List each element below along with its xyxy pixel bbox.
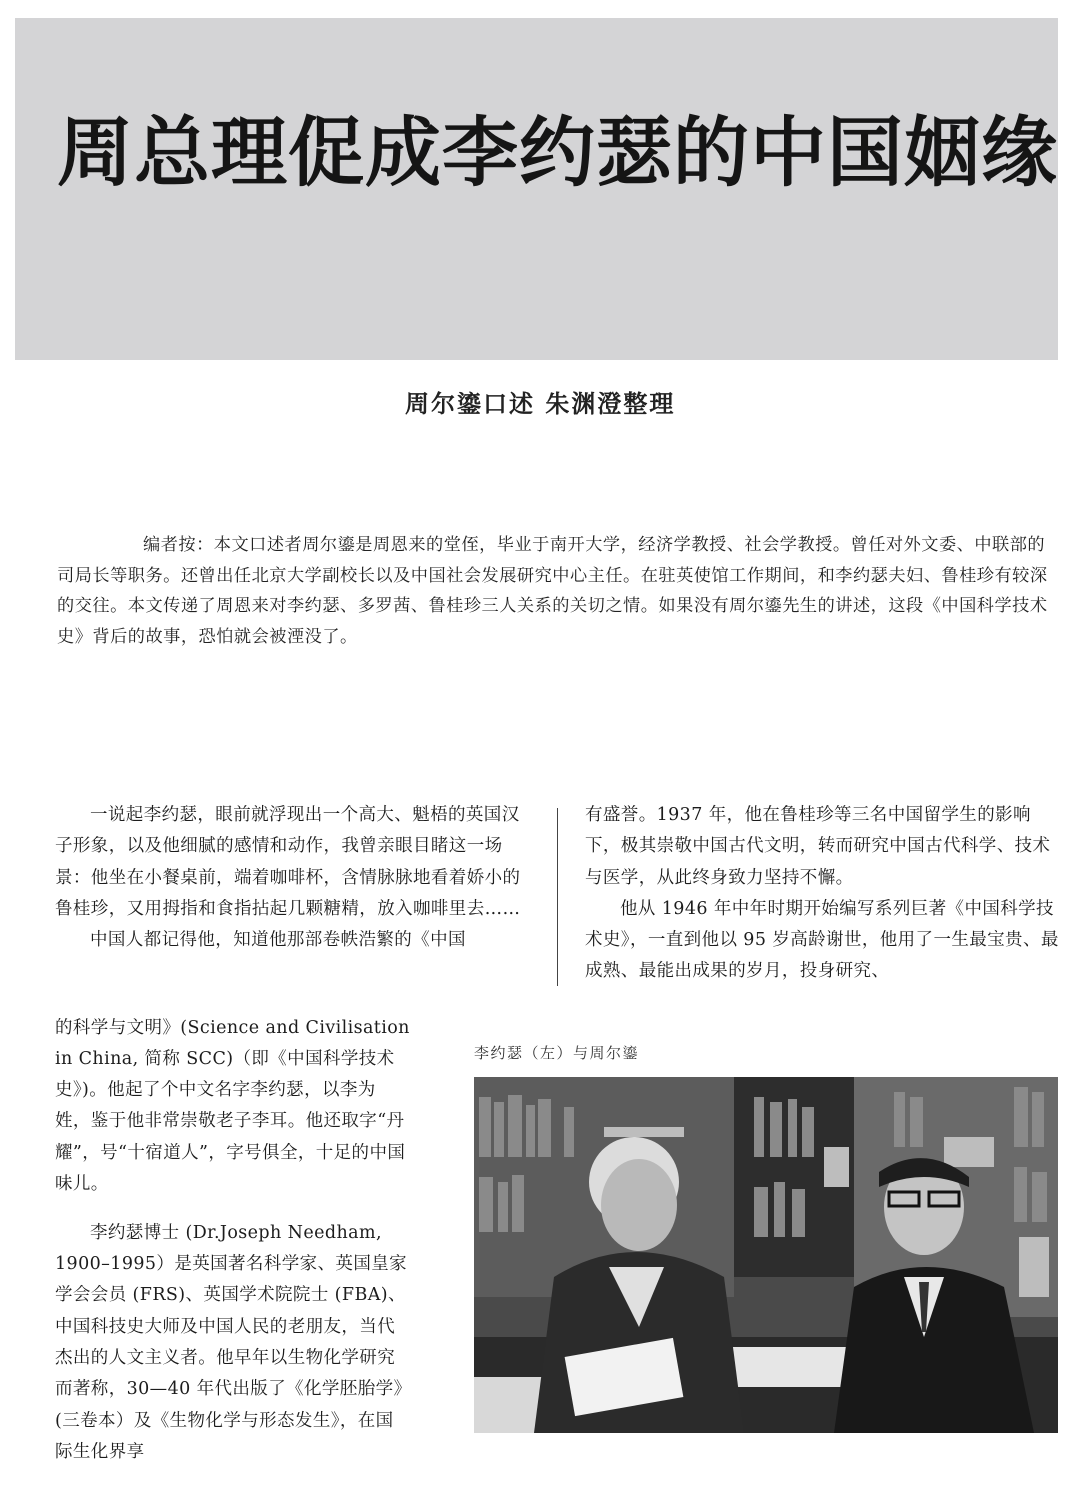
editor-note-text: 编者按：本文口述者周尔鎏是周恩来的堂侄，毕业于南开大学，经济学教授、社会学教授。曾任对外文委、中联部的司局长等职务。还曾出任北京大学副校长以及中国社会发展研究中心主任。在驻英使馆工作期间，和李约瑟夫妇、鲁桂珍有较深的交往。本文传递了周恩来对李约瑟、多罗茜、鲁桂珍三人关系的关切之情。如果没有周尔鎏先生的讲述，这段《中国科学技术史》背后的故事，恐怕就会被湮没了。 — [57, 535, 1048, 647]
article-title: 周总理促成李约瑟的中国姻缘 — [57, 108, 1058, 197]
body-column-right — [585, 800, 1063, 988]
column-divider — [557, 808, 558, 986]
photo-needham-and-zhou — [474, 1077, 1058, 1433]
paragraph: 中国人都记得他，知道他那部卷帙浩繁的《中国 — [90, 930, 466, 951]
paragraph: 一说起李约瑟，眼前就浮现出一个高大、魁梧的英国汉子形象，以及他细腻的感情和动作，我曾亲眼目睹这一场景：他坐在小餐桌前，端着咖啡杯，含情脉脉地看着娇小的鲁桂珍，又用拇指和食指拈起几颗糖精，放入咖啡里去…… — [55, 805, 521, 919]
body-column-left-top — [55, 800, 530, 956]
editor-note — [57, 530, 1062, 652]
photo-image — [474, 1077, 1058, 1433]
paragraph: 李约瑟博士 (Dr.Joseph Needham, 1900–1995）是英国著名科学家、英国皇家学会会员 (FRS)、英国学术院院士 (FBA)、中国科技史大师及中国人民的老朋友，当代杰出的人文主义者。他早年以生物化学研究而著称，30—40 年代出版了《化学胚胎学》(三卷本）及《生物化学与形态发生》，在国际生化界享 — [55, 1222, 408, 1462]
photo-caption: 李约瑟（左）与周尔鎏 — [474, 1044, 640, 1062]
body-column-left-bottom — [55, 995, 410, 1486]
byline: 周尔鎏口述 朱渊澄整理 — [405, 389, 676, 418]
paragraph: 他从 1946 年中年时期开始编写系列巨著《中国科学技术史》，一直到他以 95 岁高龄谢世，他用了一生最宝贵、最成熟、最能出成果的岁月，投身研究、 — [585, 898, 1059, 982]
paragraph: 的科学与文明》(Science and Civilisation in China, 简称 SCC)（即《中国科学技术史》)。他起了个中文名字李约瑟，以李为姓，鉴于他非常崇敬老子李耳。他还取字“丹耀”，号“十宿道人”，字号俱全，十足的中国味儿。 — [55, 1017, 410, 1194]
paragraph: 有盛誉。1937 年，他在鲁桂珍等三名中国留学生的影响下，极其崇敬中国古代文明，转而研究中国古代科学、技术与医学，从此终身致力坚持不懈。 — [585, 805, 1051, 888]
